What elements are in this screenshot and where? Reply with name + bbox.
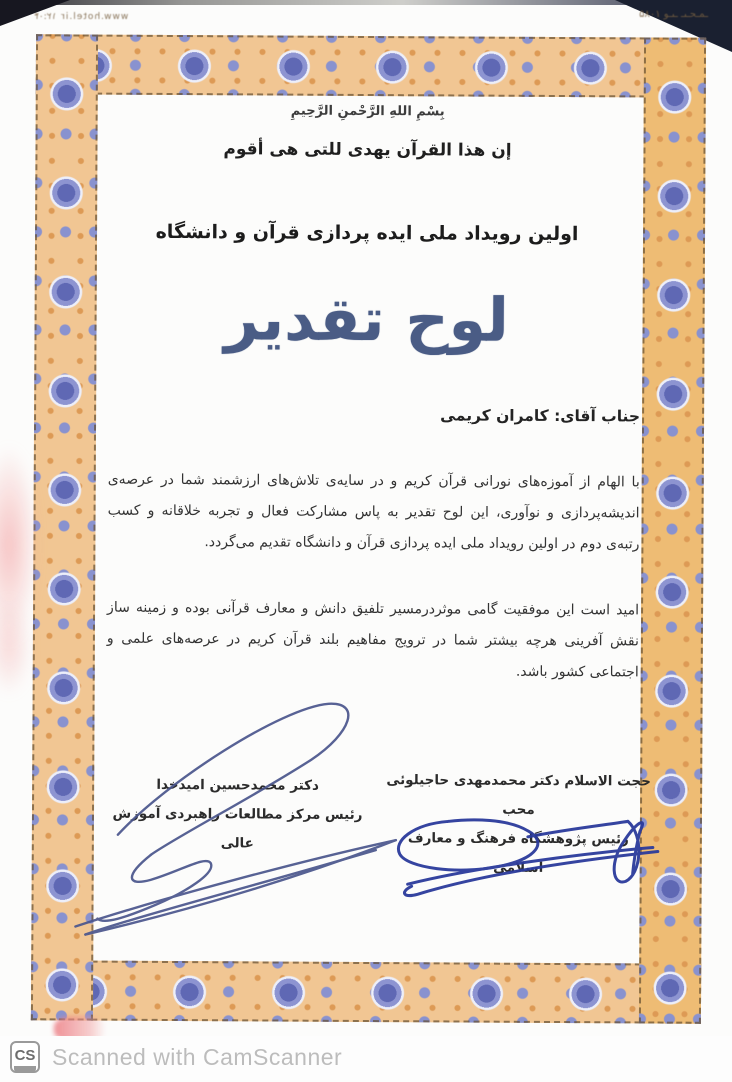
body-paragraph-2: امید است این موفقیت گامی موثردرمسیر تلفیق دانش و معارف قرآنی بوده و زمینه ساز نقش آفرینی هرچه بیشتر شما در ترویج مفاهیم بلند قرآن کریم در عرصه‌های علمی و اجتماعی کشور باشد. <box>106 599 640 681</box>
scan-artifact-top-right: ـمـحـٮـ ـٮـو ۵۸۰۱ <box>639 9 708 20</box>
ornate-border-top <box>36 34 706 98</box>
signature-right-name: حجت الاسلام دکتر محمدمهدی حاجیلوئی محب <box>386 772 651 818</box>
event-title: اولین رویداد ملی ایده پردازی قرآن و دانشگاه <box>155 220 579 246</box>
recipient-line: جناب آقای: کامران کریمی <box>440 406 641 426</box>
signature-block-right <box>386 766 652 883</box>
certificate-main-title: لوح تقدیر <box>224 284 510 356</box>
signature-left-name: دکتر محمدحسین امیدخدا <box>156 776 319 794</box>
signature-block-left <box>110 771 365 859</box>
ornate-border-bottom <box>31 960 701 1024</box>
camscanner-watermark-text: Scanned with CamScanner <box>52 1044 343 1070</box>
signature-left-title: رئیس مرکز مطالعات راهبردی آموزش عالی <box>112 805 363 852</box>
camscanner-footer <box>0 1036 732 1080</box>
bismillah-text: بِسْمِ اللهِ الرَّحْمنِ الرَّحِيمِ <box>290 103 445 120</box>
quran-verse-text: إن هذا القرآن یهدی للتی هی أقوم <box>223 139 512 161</box>
signature-right-title: رئیس پژوهشگاه فرهنگ و معارف اسلامی <box>407 830 629 876</box>
scan-artifact-top-left: www.hotel.ir ۱۲:۰۴ <box>34 12 129 22</box>
ornate-border-left <box>31 34 98 1020</box>
camscanner-logo-icon: CS <box>10 1041 40 1073</box>
body-paragraph-1: با الهام از آموزه‌های نورانی قرآن کریم و در سایه‌ی تلاش‌های ارزشمند شما در عرصه‌ی اندیشه‌پردازی و نوآوری، این لوح تقدیر به پاس مشارکت فعال و تجربه خلاقانه و کسب رتبه‌ی دوم در اولین رویداد ملی ایده پردازی قرآن و دانشگاه تقدیم می‌گردد. <box>107 471 640 553</box>
